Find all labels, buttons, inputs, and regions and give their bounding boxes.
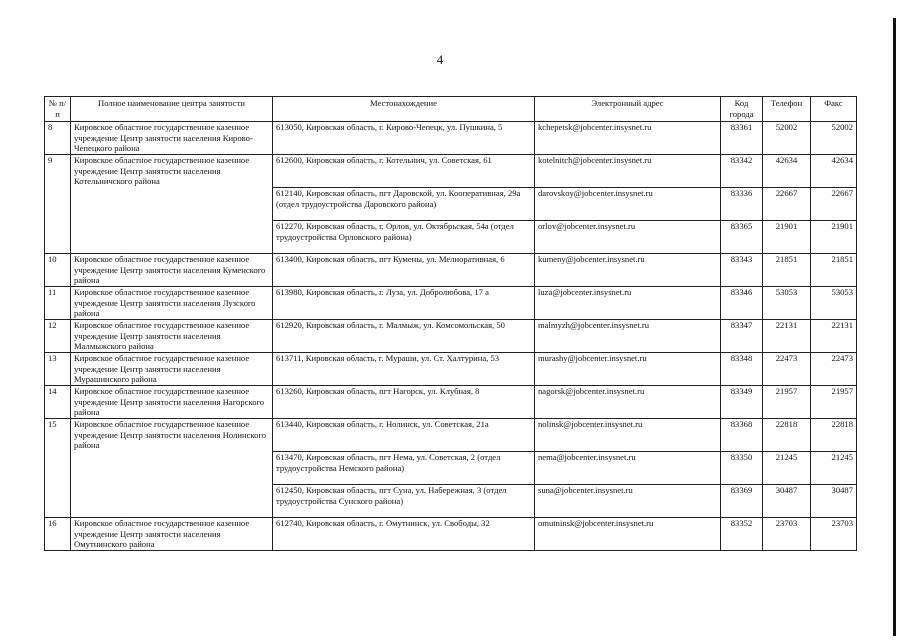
table-row [45, 320, 857, 353]
header-fax: Факс [811, 97, 857, 122]
fax-number: 21901 [811, 221, 857, 254]
table-row [45, 386, 857, 419]
city-code: 83346 [721, 287, 763, 320]
table-row [45, 254, 857, 287]
phone-number: 21851 [763, 254, 811, 287]
fax-number: 21245 [811, 452, 857, 485]
row-number: 14 [45, 386, 71, 419]
table-row [45, 419, 857, 452]
table-row [45, 155, 857, 188]
phone-number: 42634 [763, 155, 811, 188]
office-email: nolinsk@jobcenter.insysnet.ru [535, 419, 721, 452]
office-email: malmyzh@jobcenter.insysnet.ru [535, 320, 721, 353]
office-location: 612140, Кировская область, пгт Даровской, ул. Кооперативная, 29а (отдел трудоустройства Даровского района) [273, 188, 535, 221]
row-number: 11 [45, 287, 71, 320]
phone-number: 22473 [763, 353, 811, 386]
row-number: 9 [45, 155, 71, 254]
office-location: 613980, Кировская область, г. Луза, ул. Добролюбова, 17 а [273, 287, 535, 320]
office-email: kotelnitch@jobcenter.insysnet.ru [535, 155, 721, 188]
table-row [45, 122, 857, 155]
fax-number: 22131 [811, 320, 857, 353]
office-email: orlov@jobcenter.insysnet.ru [535, 221, 721, 254]
city-code: 83369 [721, 485, 763, 518]
city-code: 83347 [721, 320, 763, 353]
page-number: 4 [436, 52, 444, 67]
phone-number: 21901 [763, 221, 811, 254]
fax-number: 53053 [811, 287, 857, 320]
phone-number: 53053 [763, 287, 811, 320]
office-location: 612270, Кировская область, г. Орлов, ул. Октябрьская, 54а (отдел трудоустройства Орловского района) [273, 221, 535, 254]
header-code: Код города [721, 97, 763, 122]
office-email: nagorsk@jobcenter.insysnet.ru [535, 386, 721, 419]
fax-number: 22818 [811, 419, 857, 452]
header-email: Электронный адрес [535, 97, 721, 122]
office-location: 613400, Кировская область, пгт Кумены, ул. Мелиоративная, 6 [273, 254, 535, 287]
office-location: 613050, Кировская область, г. Кирово-Чепецк, ул. Пушкина, 5 [273, 122, 535, 155]
office-location: 613260, Кировская область, пгт Нагорск, ул. Клубная, 8 [273, 386, 535, 419]
row-number: 16 [45, 518, 71, 551]
fax-number: 21851 [811, 254, 857, 287]
office-email: kumeny@jobcenter.insysnet.ru [535, 254, 721, 287]
city-code: 83352 [721, 518, 763, 551]
phone-number: 52002 [763, 122, 811, 155]
city-code: 83350 [721, 452, 763, 485]
fax-number: 52002 [811, 122, 857, 155]
header-location: Местонахождение [273, 97, 535, 122]
fax-number: 21957 [811, 386, 857, 419]
phone-number: 21957 [763, 386, 811, 419]
fax-number: 22473 [811, 353, 857, 386]
city-code: 83343 [721, 254, 763, 287]
center-name: Кировское областное государственное казенное учреждение Центр занятости населения Котельничского района [71, 155, 273, 254]
table-row [45, 287, 857, 320]
center-name: Кировское областное государственное казенное учреждение Центр занятости населения Малмыжского района [71, 320, 273, 353]
fax-number: 42634 [811, 155, 857, 188]
office-email: suna@jobcenter.insysnet.ru [535, 485, 721, 518]
center-name: Кировское областное государственное казенное учреждение Центр занятости населения Кирово-Чепецкого района [71, 122, 273, 155]
city-code: 83348 [721, 353, 763, 386]
phone-number: 22667 [763, 188, 811, 221]
scan-edge-bar [893, 18, 896, 636]
office-email: nema@jobcenter.insysnet.ru [535, 452, 721, 485]
office-location: 612600, Кировская область, г. Котельнич, ул. Советская, 61 [273, 155, 535, 188]
fax-number: 23703 [811, 518, 857, 551]
header-no: № п/п [45, 97, 71, 122]
office-location: 613711, Кировская область, г. Мураши, ул. Ст. Халтурина, 53 [273, 353, 535, 386]
office-email: omutninsk@jobcenter.insysnet.ru [535, 518, 721, 551]
table-row [45, 353, 857, 386]
phone-number: 30487 [763, 485, 811, 518]
office-location: 612450, Кировская область, пгт Суна, ул. Набережная, 3 (отдел трудоустройства Сунского района) [273, 485, 535, 518]
row-number: 15 [45, 419, 71, 518]
office-location: 613440, Кировская область, г. Нолинск, ул. Советская, 21а [273, 419, 535, 452]
city-code: 83361 [721, 122, 763, 155]
office-location: 612740, Кировская область, г. Омутнинск, ул. Свободы, 32 [273, 518, 535, 551]
header-row [45, 97, 857, 122]
phone-number: 22818 [763, 419, 811, 452]
center-name: Кировское областное государственное казенное учреждение Центр занятости населения Куменского района [71, 254, 273, 287]
phone-number: 21245 [763, 452, 811, 485]
center-name: Кировское областное государственное казенное учреждение Центр занятости населения Нолинского района [71, 419, 273, 518]
row-number: 12 [45, 320, 71, 353]
office-email: luza@jobcenter.insysnet.ru [535, 287, 721, 320]
row-number: 10 [45, 254, 71, 287]
office-location: 613470, Кировская область, пгт Нема, ул. Советская, 2 (отдел трудоустройства Немского района) [273, 452, 535, 485]
fax-number: 22667 [811, 188, 857, 221]
city-code: 83368 [721, 419, 763, 452]
city-code: 83336 [721, 188, 763, 221]
center-name: Кировское областное государственное казенное учреждение Центр занятости населения Омутнинского района [71, 518, 273, 551]
header-name: Полное наименование центра занятости [71, 97, 273, 122]
employment-centers-table [44, 96, 857, 551]
center-name: Кировское областное государственное казенное учреждение Центр занятости населения Лузского района [71, 287, 273, 320]
office-location: 612920, Кировская область, г. Малмыж, ул. Комсомольская, 50 [273, 320, 535, 353]
row-number: 8 [45, 122, 71, 155]
fax-number: 30487 [811, 485, 857, 518]
city-code: 83365 [721, 221, 763, 254]
office-email: kchepetsk@jobcenter.insysnet.ru [535, 122, 721, 155]
center-name: Кировское областное государственное казенное учреждение Центр занятости населения Нагорского района [71, 386, 273, 419]
table-row [45, 518, 857, 551]
office-email: murashy@jobcenter.insysnet.ru [535, 353, 721, 386]
phone-number: 22131 [763, 320, 811, 353]
city-code: 83349 [721, 386, 763, 419]
phone-number: 23703 [763, 518, 811, 551]
row-number: 13 [45, 353, 71, 386]
office-email: darovskoy@jobcenter.insysnet.ru [535, 188, 721, 221]
table-body [45, 122, 857, 551]
header-phone: Телефон [763, 97, 811, 122]
city-code: 83342 [721, 155, 763, 188]
center-name: Кировское областное государственное казенное учреждение Центр занятости населения Мурашинского района [71, 353, 273, 386]
